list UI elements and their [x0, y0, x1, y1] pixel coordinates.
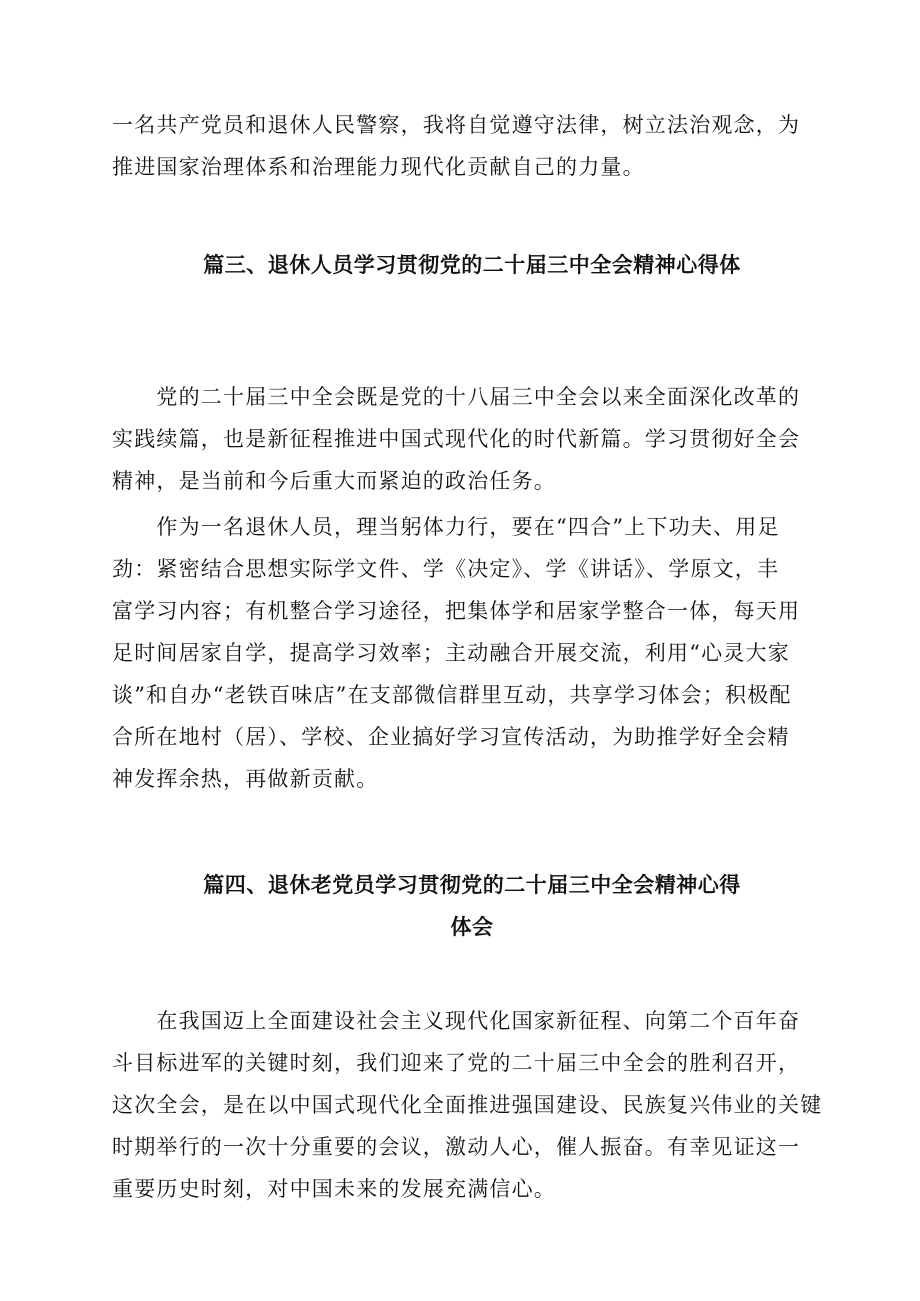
- text-line: 合所在地村（居）、学校、企业搞好学习宣传活动，为助推学好全会精: [112, 725, 790, 749]
- text-line: 这次全会，是在以中国式现代化全面推进强国建设、民族复兴伟业的关键: [112, 1093, 823, 1117]
- text-line: 实践续篇，也是新征程推进中国式现代化的时代新篇。学习贯彻好全会: [112, 427, 801, 451]
- text-line: 劲：紧密结合思想实际学文件、学《决定》、学《讲话》、学原文，丰: [112, 557, 780, 581]
- heading-line: 体会: [450, 915, 494, 939]
- section3-title: [112, 244, 832, 286]
- text-line: 谈”和自办“老铁百味店”在支部微信群里互动，共享学习体会；积极配: [112, 683, 792, 707]
- section4-paragraph-1: [112, 1000, 832, 1210]
- text-line: 在我国迈上全面建设社会主义现代化国家新征程、向第二个百年奋: [112, 1009, 801, 1033]
- text-line: 富学习内容；有机整合学习途径，把集体学和居家学整合一体，每天用: [112, 599, 801, 623]
- text-line: 重要历史时刻，对中国未来的发展充满信心。: [112, 1177, 556, 1201]
- section4-title: [112, 864, 832, 948]
- text-line: 精神，是当前和今后重大而紧迫的政治任务。: [112, 469, 556, 493]
- text-line: 斗目标进军的关键时刻，我们迎来了党的二十届三中全会的胜利召开，: [112, 1051, 801, 1075]
- heading-line: 篇三、退休人员学习贯彻党的二十届三中全会精神心得体: [203, 253, 741, 277]
- text-line: 时期举行的一次十分重要的会议，激动人心，催人振奋。有幸见证这一: [112, 1135, 801, 1159]
- text-line: 一名共产党员和退休人民警察，我将自觉遵守法律，树立法治观念，为: [112, 113, 801, 137]
- text-line: 足时间居家自学，提高学习效率；主动融合开展交流，利用“心灵大家: [112, 641, 790, 665]
- text-line: 党的二十届三中全会既是党的十八届三中全会以来全面深化改革的: [112, 385, 801, 409]
- intro-paragraph: [112, 104, 832, 188]
- text-line: 推进国家治理体系和治理能力现代化贡献自己的力量。: [112, 155, 645, 179]
- text-line: 神发挥余热，再做新贡献。: [112, 767, 379, 791]
- section3-paragraph-2: [112, 506, 832, 800]
- heading-line: 篇四、退休老党员学习贯彻党的二十届三中全会精神心得: [203, 873, 741, 897]
- section3-paragraph-1: [112, 376, 832, 502]
- text-line: 作为一名退休人员，理当躬体力行，要在“四合”上下功夫、用足: [112, 515, 780, 539]
